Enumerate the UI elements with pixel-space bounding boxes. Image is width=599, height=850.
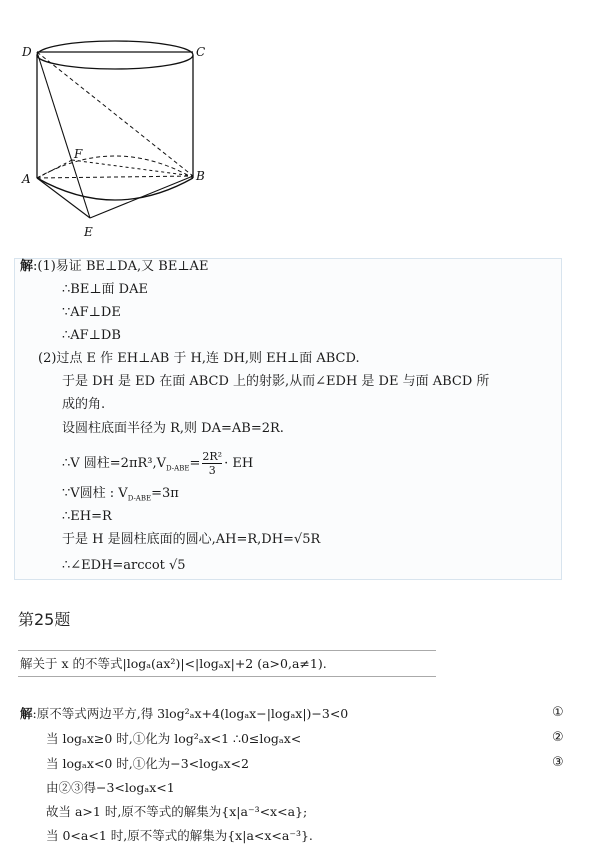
- solution-1-line-7: 成的角.: [62, 397, 106, 412]
- question-title: 第25题: [18, 610, 71, 629]
- fraction-numerator: 2R²: [202, 450, 223, 463]
- question-text: 解关于 x 的不等式|logₐ(ax²)|<|logₐx|+2 (a>0,a≠1).: [20, 656, 327, 671]
- solution-1-line-13: ∴∠EDH=arccot √5: [62, 558, 186, 573]
- solution-1-line-8: 设圆柱底面半径为 R,则 DA=AB=2R.: [62, 421, 284, 436]
- solution-2-line-1: 解:原不等式两边平方,得 3log²ₐx+4(logₐx−|logₐx|)−3<0: [20, 706, 349, 721]
- solution-2-line-5: 故当 a>1 时,原不等式的解集为{x|a⁻³<x<a};: [46, 804, 308, 819]
- solution-1-line-4: ∴AF⊥DB: [62, 328, 121, 343]
- label-D: D: [22, 45, 32, 59]
- marker-2: ②: [552, 730, 564, 745]
- segment-AF: [37, 160, 72, 178]
- solution-1-line-6: 于是 DH 是 ED 在面 ABCD 上的射影,从而∠EDH 是 DE 与面 ABCD 所: [62, 374, 490, 389]
- label-B: B: [196, 169, 205, 183]
- solution-1-line-10: ∵V圆柱 : $V_{D-ABE}=3\pi$: [62, 486, 179, 503]
- volume-subscript: D-ABE: [166, 464, 190, 473]
- solution-1-line-2: ∴BE⊥面 DAE: [62, 282, 148, 297]
- solution-1-line-1: 解:(1)易证 BE⊥DA,又 BE⊥AE: [20, 259, 209, 274]
- volume-fraction: [202, 450, 222, 477]
- cylinder-diagram: [20, 0, 220, 240]
- segment-FB: [72, 160, 193, 176]
- top-ellipse: [37, 41, 193, 69]
- solution-1-line-11: ∴EH=R: [62, 509, 112, 524]
- label-C: C: [196, 45, 206, 59]
- label-E: E: [84, 225, 93, 239]
- solution-2-prefix: 解: [20, 706, 33, 721]
- segment-DB: [37, 52, 193, 176]
- fraction-denominator: 3: [208, 464, 216, 477]
- segment-AB: [37, 176, 193, 178]
- segment-AE: [37, 178, 90, 218]
- bottom-front-arc: [37, 178, 193, 200]
- question-rule-bottom: [18, 676, 436, 677]
- marker-1: ①: [552, 705, 564, 720]
- solution-1-line-3: ∵AF⊥DE: [62, 305, 121, 320]
- solution-2-line-3: 当 logₐx<0 时,①化为−3<logₐx<2: [46, 756, 249, 771]
- marker-3: ③: [552, 755, 564, 770]
- solution-1-line-12: 于是 H 是圆柱底面的圆心,AH=R,DH=√5R: [62, 532, 321, 547]
- segment-EB: [90, 176, 193, 218]
- solution-1-line-9: ∴V 圆柱$=2\pi R^3,V_{D-ABE}=$ $\frac{\text{2R²}}{3}$ · EH: [62, 450, 254, 477]
- label-A: A: [22, 172, 31, 186]
- label-F: F: [74, 147, 83, 161]
- question-rule-top: [18, 650, 436, 651]
- solution-1-line-5: (2)过点 E 作 EH⊥AB 于 H,连 DH,则 EH⊥面 ABCD.: [38, 351, 360, 366]
- segment-DE: [37, 52, 90, 218]
- solution-2-line-4: 由②③得−3<logₐx<1: [46, 780, 175, 795]
- bottom-back-arc: [37, 156, 193, 178]
- solution-1-prefix: 解: [20, 259, 34, 274]
- solution-2-line-2: 当 logₐx≥0 时,①化为 log²ₐx<1 ∴0≤logₐx<: [46, 731, 302, 746]
- cylinder-figure: [20, 0, 220, 240]
- solution-2-line-6: 当 0<a<1 时,原不等式的解集为{x|a<x<a⁻³}.: [46, 828, 313, 843]
